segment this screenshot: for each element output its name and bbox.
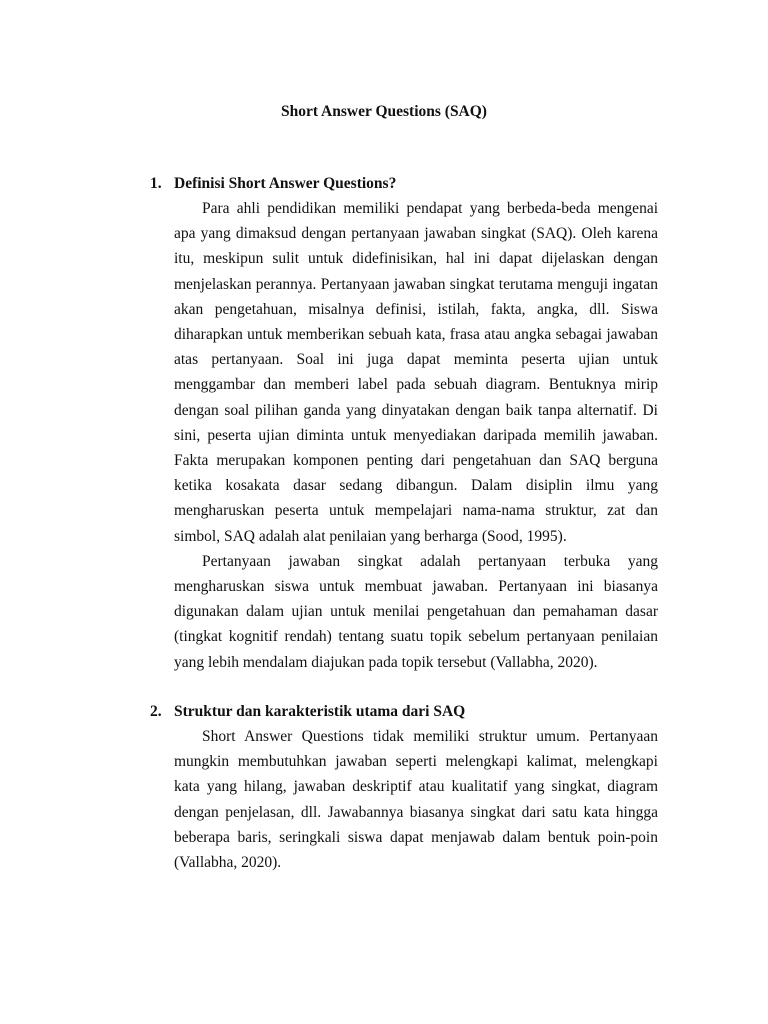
section-heading xyxy=(150,171,658,196)
section-definition xyxy=(150,171,658,675)
section-heading-text: Definisi Short Answer Questions? xyxy=(174,175,397,192)
section-number: 2. xyxy=(150,703,162,720)
section-heading-text: Struktur dan karakteristik utama dari SAQ xyxy=(174,703,466,720)
section-number: 1. xyxy=(150,175,162,192)
paragraph: Short Answer Questions tidak memiliki struktur umum. Pertanyaan mungkin membutuhkan jawaban seperti melengkapi kalimat, melengkapi kata yang hilang, jawaban deskriptif atau kualitatif yang singkat, diagram dengan penjelasan, dll. Jawabannya biasanya singkat dari satu kata hingga beberapa baris, seringkali siswa dapat menjawab dalam bentuk poin-poin (Vallabha, 2020). xyxy=(174,728,658,872)
section-structure xyxy=(150,699,658,875)
paragraph: Para ahli pendidikan memiliki pendapat yang berbeda-beda mengenai apa yang dimaksud dengan pertanyaan jawaban singkat (SAQ). Oleh karena itu, meskipun sulit untuk didefinisikan, hal ini dapat dijelaskan dengan menjelaskan perannya. Pertanyaan jawaban singkat terutama menguji ingatan akan pengetahuan, misalnya definisi, istilah, fakta, angka, dll. Siswa diharapkan untuk memberikan sebuah kata, frasa atau angka sebagai jawaban atas pertanyaan. Soal ini juga dapat meminta peserta ujian untuk menggambar dan memberi label pada sebuah diagram. Bentuknya mirip dengan soal pilihan ganda yang dinyatakan dengan baik tanpa alternatif. Di sini, peserta ujian diminta untuk menyediakan daripada memilih jawaban. Fakta merupakan komponen penting dari pengetahuan dan SAQ berguna ketika kosakata dasar sedang dibangun. Dalam disiplin ilmu yang mengharuskan peserta untuk mempelajari nama-nama struktur, zat dan simbol, SAQ adalah alat penilaian yang berharga (Sood, 1995). xyxy=(174,200,658,545)
paragraph: Pertanyaan jawaban singkat adalah pertanyaan terbuka yang mengharuskan siswa untuk membuat jawaban. Pertanyaan ini biasanya digunakan dalam ujian untuk menilai pengetahuan dan pemahaman dasar (tingkat kognitif rendah) tentang suatu topik sebelum pertanyaan penilaian yang lebih mendalam diajukan pada topik tersebut (Vallabha, 2020). xyxy=(174,552,658,671)
document-title: Short Answer Questions (SAQ) xyxy=(281,103,487,120)
section-heading xyxy=(150,699,658,724)
